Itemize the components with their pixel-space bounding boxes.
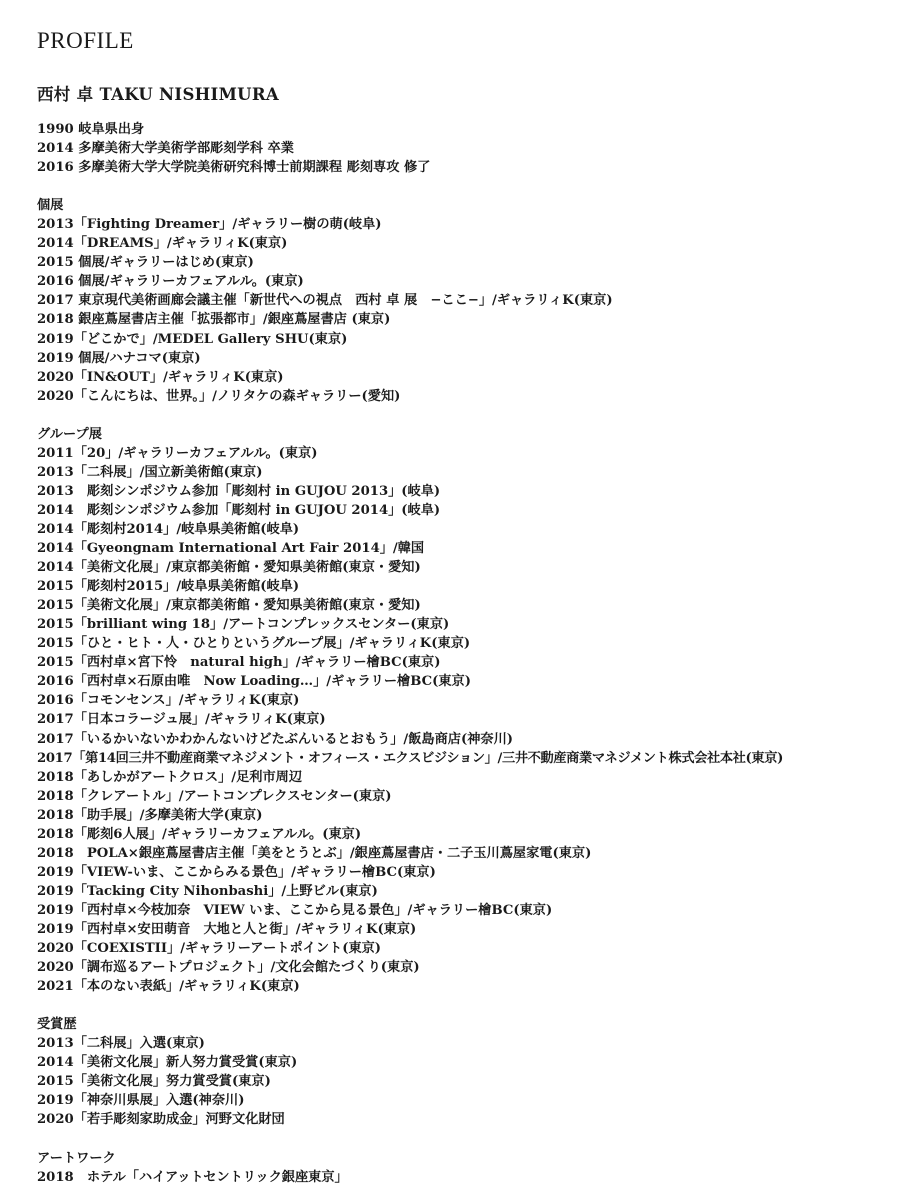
education-item: 2014 多摩美術大学美術学部彫刻学科 卒業 — [37, 141, 294, 157]
list-item: 2017「日本コラージュ展」/ギャラリィK(東京) — [37, 712, 326, 728]
list-item: 2018 銀座蔦屋書店主催「拡張都市」/銀座蔦屋書店 (東京) — [37, 312, 391, 328]
list-item: 2014「Gyeongnam International Art Fair 2014」/韓国 — [37, 541, 425, 557]
list-item: 2015「美術文化展」努力賞受賞(東京) — [37, 1074, 271, 1090]
list-item: 2019「西村卓×今枝加奈 VIEW いま、ここから見る景色」/ギャラリー檜BC(東京) — [37, 902, 553, 918]
list-item: 2015「西村卓×宮下怜 natural high」/ギャラリー檜BC(東京) — [37, 655, 441, 671]
list-item: 2021「本のない表紙」/ギャラリィK(東京) — [37, 979, 300, 995]
section-heading: 受賞歴 — [37, 1017, 77, 1033]
section-artwork — [37, 1149, 912, 1187]
list-item: 2018「彫刻6人展」/ギャラリーカフェアルル。(東京) — [37, 826, 362, 842]
list-item: 2019「どこかで」/MEDEL Gallery SHU(東京) — [37, 331, 348, 347]
list-item: 2019「Tacking City Nihonbashi」/上野ビル(東京) — [37, 883, 378, 899]
education-list — [37, 120, 912, 177]
list-item: 2014「美術文化展」/東京都美術館・愛知県美術館(東京・愛知) — [37, 560, 421, 576]
section-heading: グループ展 — [37, 426, 102, 442]
list-item: 2013 彫刻シンポジウム参加「彫刻村 in GUJOU 2013」(岐阜) — [37, 483, 441, 499]
list-item: 2020「IN&OUT」/ギャラリィK(東京) — [37, 369, 284, 385]
list-item: 2013「二科展」/国立新美術館(東京) — [37, 464, 263, 480]
list-item: 2020「こんにちは、世界。」/ノリタケの森ギャラリー(愛知) — [37, 388, 401, 404]
section-heading: 個展 — [37, 198, 64, 214]
list-item: 2019「西村卓×安田萌音 大地と人と街」/ギャラリィK(東京) — [37, 921, 417, 937]
list-item: 2020「調布巡るアートプロジェクト」/文化会館たづくり(東京) — [37, 960, 420, 976]
list-item: 2016「西村卓×石原由唯 Now Loading…」/ギャラリー檜BC(東京) — [37, 674, 471, 690]
education-item: 1990 岐阜県出身 — [37, 122, 145, 137]
list-item: 2011「20」/ギャラリーカフェアルル。(東京) — [37, 445, 318, 461]
list-item: 2019「神奈川県展」入選(神奈川) — [37, 1093, 245, 1109]
list-item: 2015「ひと・ヒト・人・ひとりというグループ展」/ギャラリィK(東京) — [37, 636, 471, 652]
list-item: 2018 ホテル「ハイアットセントリック銀座東京」 — [37, 1169, 348, 1185]
list-item: 2015「美術文化展」/東京都美術館・愛知県美術館(東京・愛知) — [37, 598, 421, 614]
section-group-exhibitions — [37, 425, 912, 996]
list-item: 2018「クレアートル」/アートコンプレクスセンター(東京) — [37, 788, 392, 804]
list-item: 2015 個展/ギャラリーはじめ(東京) — [37, 255, 254, 271]
list-item: 2019 個展/ハナコマ(東京) — [37, 350, 201, 366]
list-item: 2020「若手彫刻家助成金」河野文化財団 — [37, 1112, 285, 1128]
artist-name: 西村 卓 TAKU NISHIMURA — [37, 85, 279, 104]
list-item: 2014「美術文化展」新人努力賞受賞(東京) — [37, 1055, 298, 1071]
list-item: 2014「彫刻村2014」/岐阜県美術館(岐阜) — [37, 521, 300, 537]
list-item: 2017「いるかいないかわかんないけどたぶんいるとおもう」/飯島商店(神奈川) — [37, 731, 513, 747]
list-item: 2014 彫刻シンポジウム参加「彫刻村 in GUJOU 2014」(岐阜) — [37, 502, 441, 518]
list-item: 2015「彫刻村2015」/岐阜県美術館(岐阜) — [37, 579, 300, 595]
list-item: 2018「あしかがアートクロス」/足利市周辺 — [37, 769, 303, 785]
list-item: 2019「VIEW-いま、ここからみる景色」/ギャラリー檜BC(東京) — [37, 864, 436, 880]
education-item: 2016 多摩美術大学大学院美術研究科博士前期課程 彫刻専攻 修了 — [37, 160, 431, 176]
list-item: 2017 東京現代美術画廊会議主催「新世代への視点 西村 卓 展 −ここ−」/ギャラリィK(東京) — [37, 293, 613, 309]
list-item: 2018 POLA×銀座蔦屋書店主催「美をとうとぶ」/銀座蔦屋書店・二子玉川蔦屋家電(東京) — [37, 845, 592, 861]
list-item: 2017「第14回三井不動産商業マネジメント・オフィース・エクスビジション」/三井不動産商業マネジメント株式会社本社(東京) — [37, 750, 783, 766]
list-item: 2013「Fighting Dreamer」/ギャラリー樹の萌(岐阜) — [37, 217, 382, 233]
list-item: 2016「コモンセンス」/ギャラリィK(東京) — [37, 693, 300, 709]
list-item: 2013「二科展」入選(東京) — [37, 1036, 205, 1052]
list-item: 2015「brilliant wing 18」/アートコンプレックスセンター(東京) — [37, 617, 450, 633]
list-item: 2016 個展/ギャラリーカフェアルル。(東京) — [37, 274, 304, 290]
section-awards — [37, 1015, 912, 1129]
list-item: 2020「COEXISTII」/ギャラリーアートポイント(東京) — [37, 941, 382, 957]
list-item: 2014「DREAMS」/ギャラリィK(東京) — [37, 236, 288, 252]
profile-content — [37, 120, 912, 1187]
page-title: PROFILE — [37, 28, 134, 53]
list-item: 2018「助手展」/多摩美術大学(東京) — [37, 807, 263, 823]
section-solo-exhibitions — [37, 196, 912, 406]
section-heading: アートワーク — [37, 1150, 116, 1166]
